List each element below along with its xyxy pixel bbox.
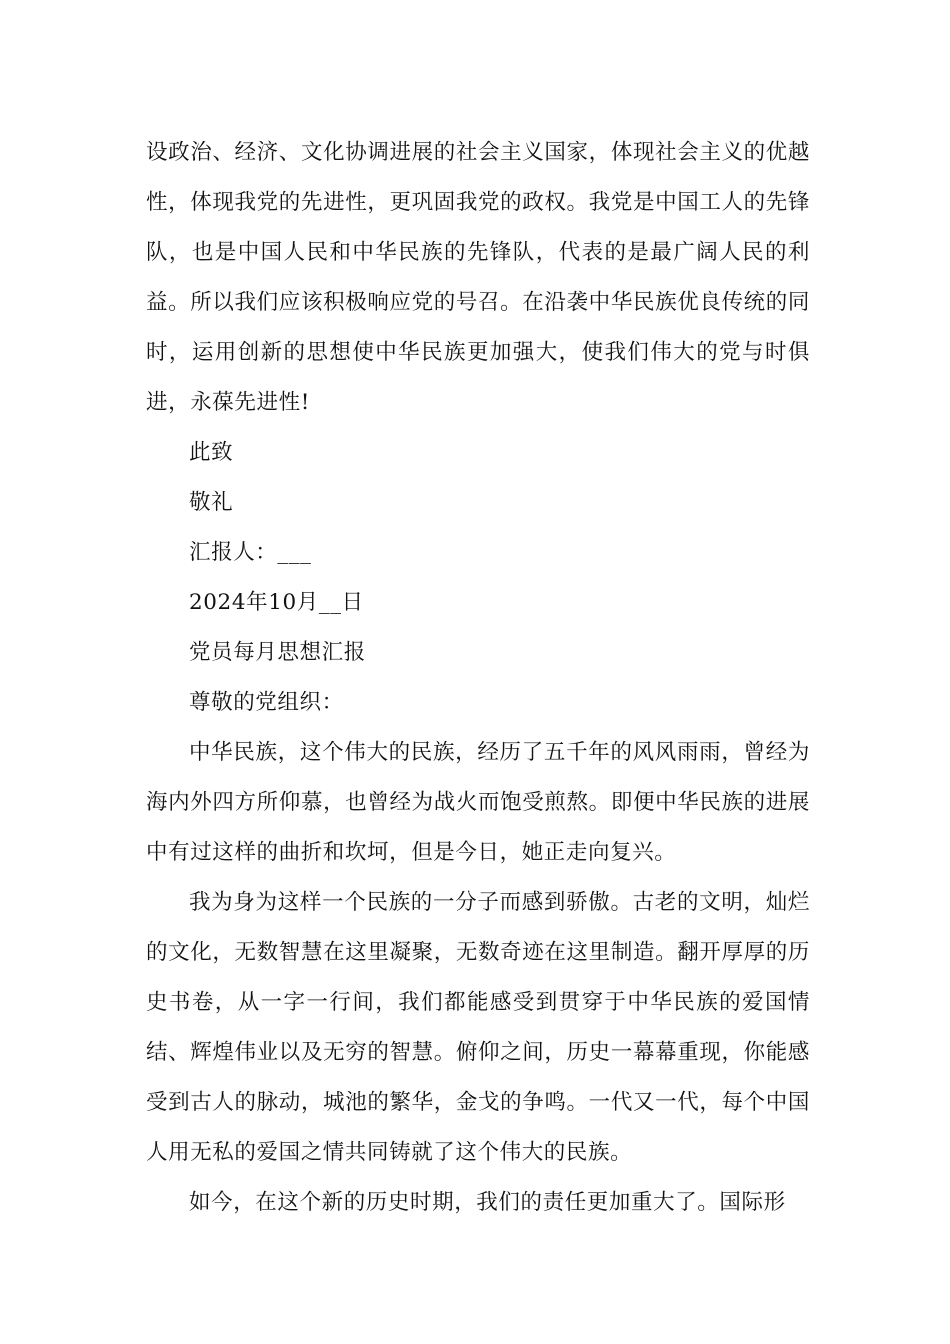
body-paragraph-2: 我为身为这样一个民族的一分子而感到骄傲。古老的文明，灿烂的文化，无数智慧在这里凝聚，无数奇迹在这里制造。翻开厚厚的历史书卷，从一字一行间，我们都能感受到贯穿于中华民族的爱国情结、辉煌伟业以及无穷的智慧。俯仰之间，历史一幕幕重现，你能感受到古人的脉动，城池的繁华，金戈的争鸣。一代又一代，每个中国人用无私的爱国之情共同铸就了这个伟大的民族。 [146, 890, 810, 1165]
body-paragraph-1: 中华民族，这个伟大的民族，经历了五千年的风风雨雨，曾经为海内外四方所仰慕，也曾经为战火而饱受煎熬。即便中华民族的进展中有过这样的曲折和坎坷，但是今日，她正走向复兴。 [146, 740, 810, 865]
reporter-line: 汇报人：___ [189, 540, 312, 565]
continued-paragraph: 设政治、经济、文化协调进展的社会主义国家，体现社会主义的优越性，体现我党的先进性，更巩固我党的政权。我党是中国工人的先锋队，也是中国人民和中华民族的先锋队，代表的是最广阔人民的利益。所以我们应该积极响应党的号召。在沿袭中华民族优良传统的同时，运用创新的思想使中华民族更加强大，使我们伟大的党与时俱进，永葆先进性! [146, 140, 810, 415]
closing-jing-li: 敬礼 [189, 490, 234, 515]
date-line: 2024年10月__日 [189, 590, 364, 615]
salutation: 尊敬的党组织： [189, 690, 344, 715]
closing-ci-zhi: 此致 [189, 440, 234, 465]
body-paragraph-3: 如今，在这个新的历史时期，我们的责任更加重大了。国际形 [189, 1190, 786, 1215]
report-heading: 党员每月思想汇报 [189, 640, 366, 665]
document-body [146, 128, 810, 1228]
